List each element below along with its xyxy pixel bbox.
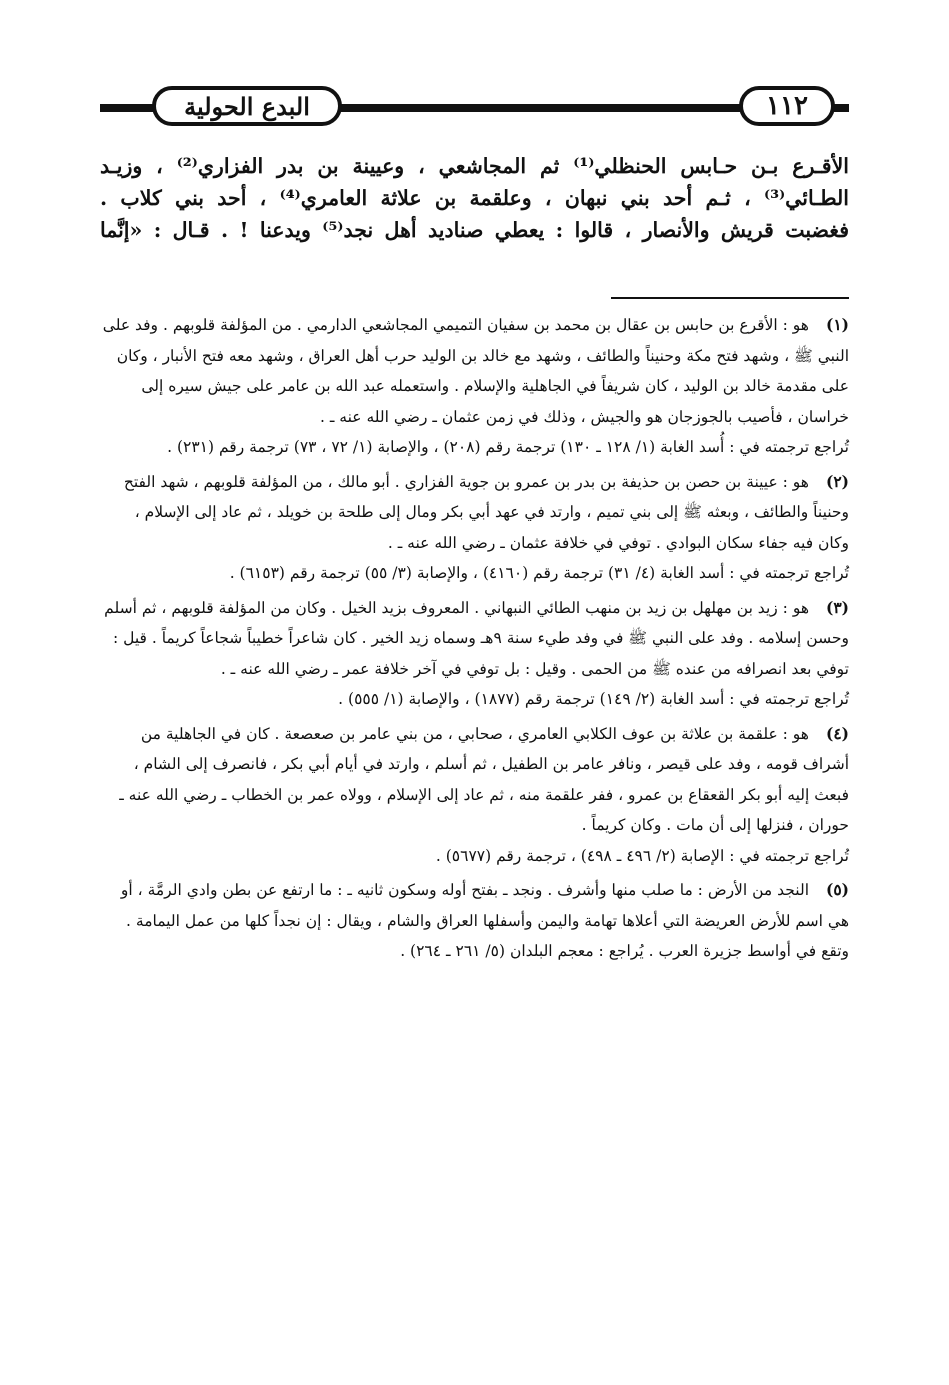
footnote-text: هو : زيد بن مهلهل بن زيد بن منهب الطائي النبهاني . المعروف بزيد الخيل . وكان من المؤلفة قلوبهم ، ثم أسلم وحسن إسلامه . وفد على النبي ﷺ في وفد طيء سنة ٩هـ وسماه زيد الخير . كان شاعراً خطيباً شجاعاً كريماً . قيل : توفي بعد انصرافه من عنده ﷺ من الحمى . وقيل : بل توفي في آخر خلافة عمر ـ رضي الله عنه ـ . xyxy=(104,598,849,678)
footnote xyxy=(100,719,849,872)
running-title: البدع الحولية xyxy=(152,86,342,126)
footnote-source: تُراجع ترجمته في : أسد الغابة (٢/ ١٤٩) ترجمة رقم (١٨٧٧) ، والإصابة (١/ ٥٥٥) . xyxy=(338,690,849,708)
footnote-number: (١) xyxy=(825,315,849,334)
main-text-line: الطـائي⁽³⁾ ، ثـم أحد بني نبهان ، وعلقمة بن علاثة العامري⁽⁴⁾ ، أحد بني كلاب . xyxy=(100,186,849,210)
footnote xyxy=(100,467,849,589)
footnote xyxy=(100,593,849,715)
footnote-number: (٤) xyxy=(825,723,849,743)
main-text-line: فغضبت قريش والأنصار ، قالوا : يعطي صناديد أهل نجد⁽⁵⁾ ويدعنا ! . قـال : «إنَّما xyxy=(100,218,849,242)
footnote-source: تُراجع ترجمته في : أسد الغابة (٤/ ٣١) ترجمة رقم (٤١٦٠) ، والإصابة (٣/ ٥٥) ترجمة رقم (٦١٥٣) . xyxy=(229,564,849,582)
main-text-line: الأقـرع بـن حـابس الحنظلي⁽¹⁾ ثم المجاشعي ، وعيينة بن بدر الفزاري⁽²⁾ ، وزيـد xyxy=(100,154,849,178)
footnote xyxy=(100,310,849,463)
footnotes xyxy=(100,310,849,971)
page-number: ١١٢ xyxy=(739,86,835,126)
footnote-text: هو : علقمة بن علاثة بن عوف الكلابي العامري ، صحابي ، من بني عامر بن صعصعة . كان في الجاهلية من أشراف قومه ، وفد على قيصر ، ونافر عامر بن الطفيل ، ثم أسلم ، وارتد في أيام أبي بكر ، فانصرف إلى الشام ، فبعث إليه أبو بكر القعقاع بن عمرو ، ففر علقمة منه ، ثم عاد إلى الإسلام ، وولاه عمر بن الخطاب ـ رضي الله عنه ـ حوران ، فنزلها إلى أن مات . وكان كريماً . xyxy=(119,724,849,834)
footnote-text: هو : الأقرع بن حابس بن عقال بن محمد بن سفيان التميمي المجاشعي الدارمي . من المؤلفة قلوبهم . وفد على النبي ﷺ ، وشهد فتح مكة وحنيناً والطائف ، وشهد مع خالد بن الوليد حرب أهل العراق ، وشهد معه فتح الأنبار ، وكان على مقدمة خالد بن الوليد ، كان شريفاً في الجاهلية والإسلام . واستعمله عبد الله بن عامر على جيش سيره إلى خراسان ، فأصيب بالجوزجان هو والجيش ، وذلك في زمن عثمان ـ رضي الله عنه ـ . xyxy=(102,316,849,426)
footnote-source: تُراجع ترجمته في : أُسد الغابة (١/ ١٢٨ ـ ١٣٠) ترجمة رقم (٢٠٨) ، والإصابة (١/ ٧٢ ، ٧٣) ترجمة رقم (٢٣١) . xyxy=(167,438,849,456)
footnote-text: النجد من الأرض : ما صلب منها وأشرف . ونجد ـ بفتح أوله وسكون ثانيه ـ : ما ارتفع عن بطن وادي الرمَّة ، أو هي اسم للأرض العريضة التي أعلاها تهامة واليمن وأسفلها العراق والشام ، ويقال : إن نجداً كلها من عمل اليمامة . وتقع في أواسط جزيرة العرب . يُراجع : معجم البلدان (٥/ ٢٦١ ـ ٢٦٤) . xyxy=(120,881,849,960)
main-text xyxy=(100,150,849,246)
footnote xyxy=(100,875,849,967)
footnote-source: تُراجع ترجمته في : الإصابة (٢/ ٤٩٦ ـ ٤٩٨) ، ترجمة رقم (٥٦٧٧) . xyxy=(435,846,849,865)
footnote-number: (٢) xyxy=(825,471,849,491)
footnote-separator xyxy=(611,297,849,299)
footnote-text: هو : عيينة بن حصن بن حذيفة بن بدر بن عمرو بن جوية الفزاري . أبو مالك ، من المؤلفة قلوبهم ، شهد الفتح وحنيناً والطائف ، وبعثه ﷺ إلى بني تميم ، وارتد في عهد أبي بكر ومال إلى طلحة بن خويلد ، ثم عاد إلى الإسلام ، وكان فيه جفاء سكان البوادي . توفي في خلافة عثمان ـ رضي الله عنه ـ . xyxy=(123,472,849,552)
running-header xyxy=(100,84,849,132)
footnote-number: (٥) xyxy=(825,880,849,899)
footnote-number: (٣) xyxy=(825,597,849,617)
